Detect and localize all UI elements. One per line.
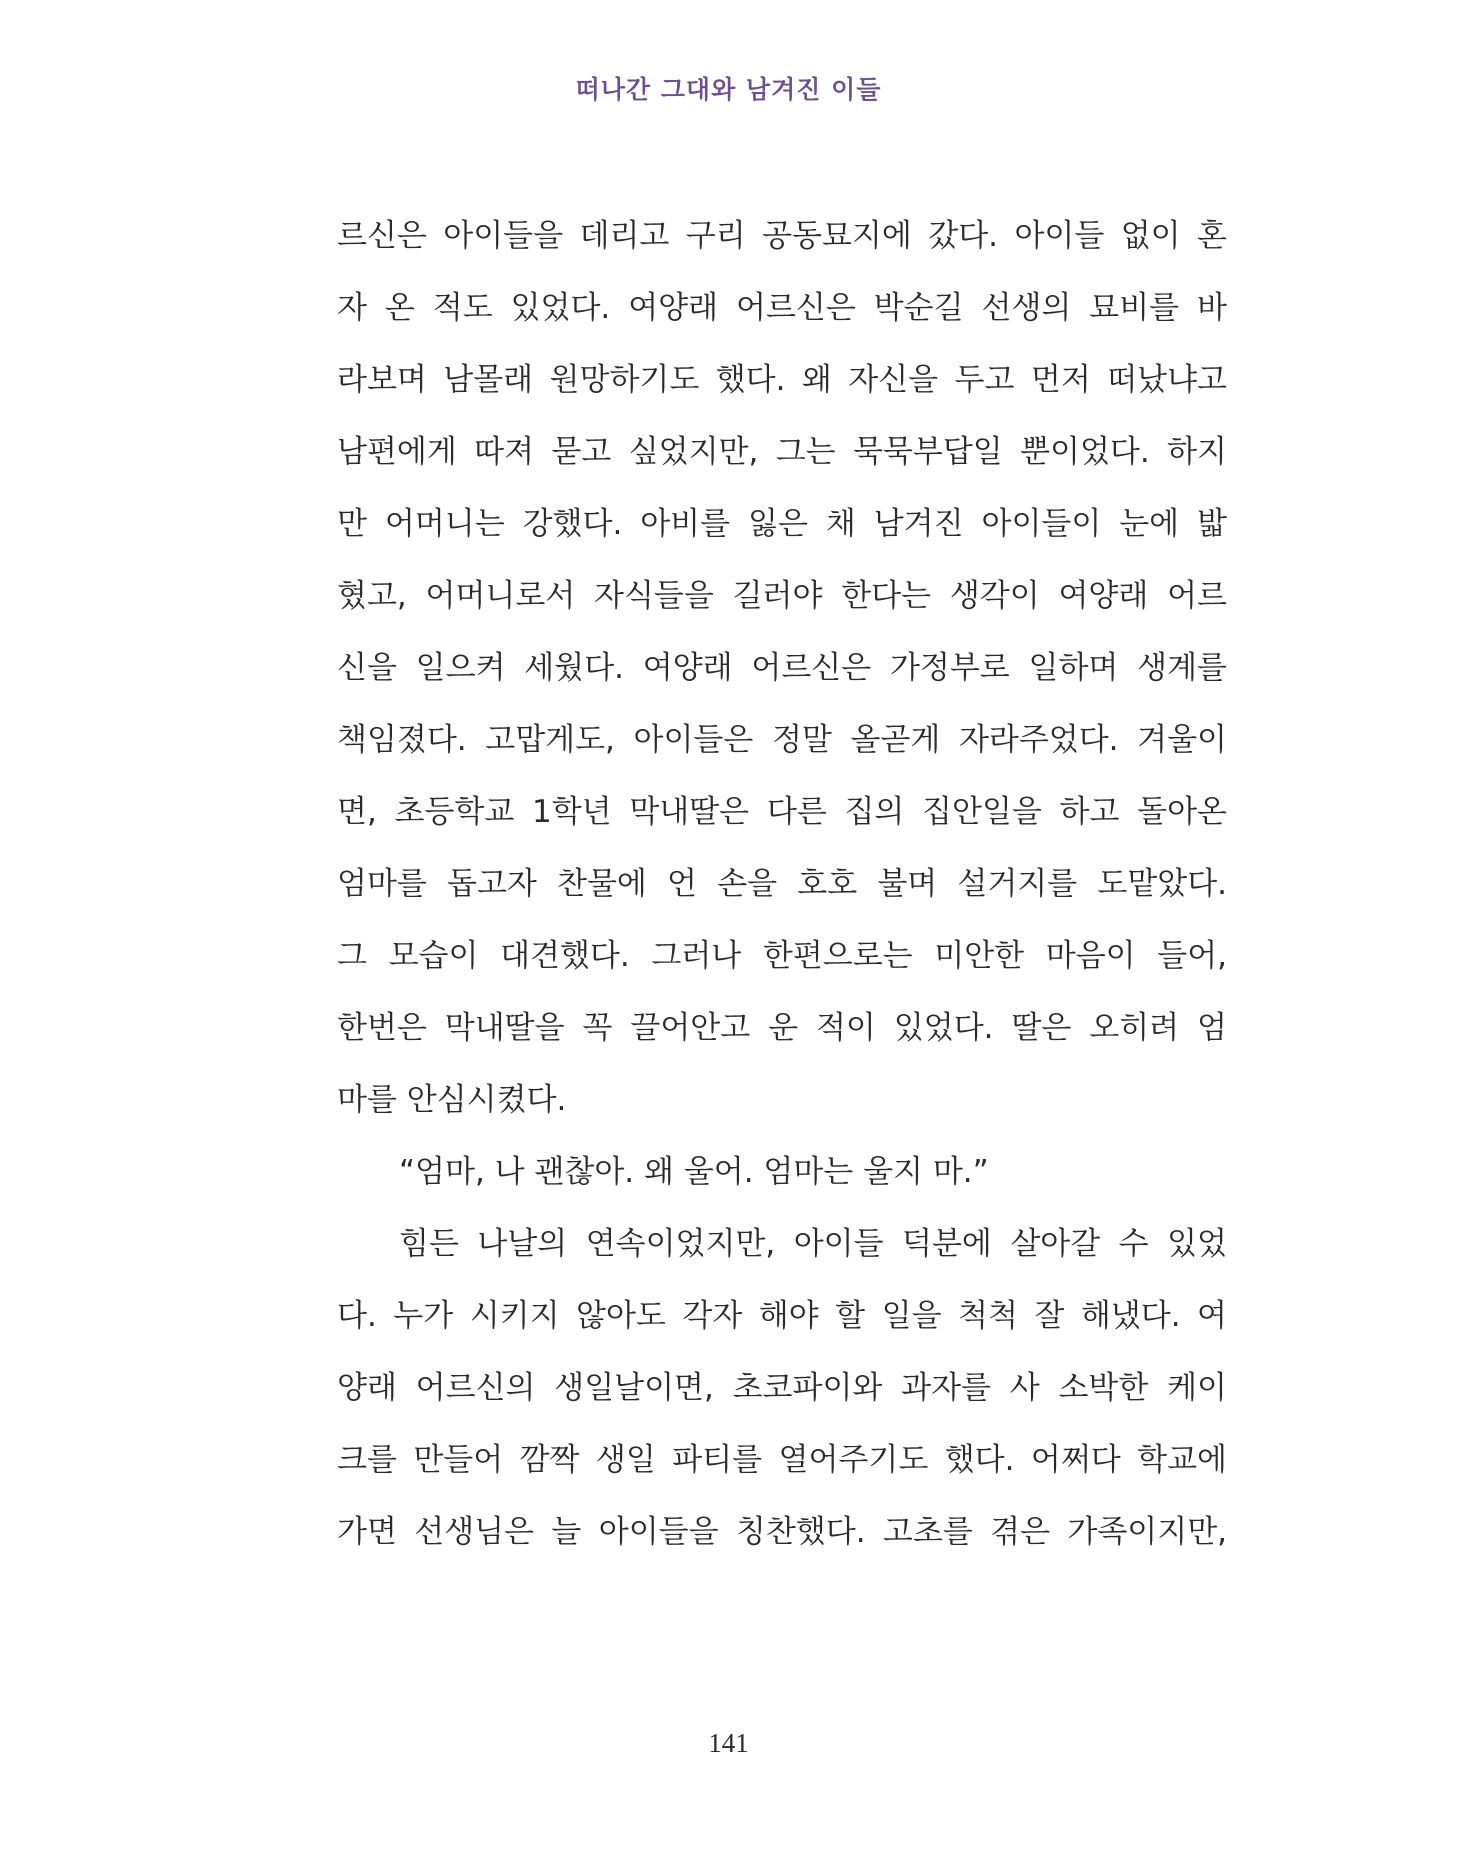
- text-line: 남편에게 따져 묻고 싶었지만, 그는 묵묵부답일 뿐이었다. 하지: [337, 434, 1227, 470]
- text-line: 신을 일으켜 세웠다. 여양래 어르신은 가정부로 일하며 생계를: [337, 650, 1227, 686]
- running-header: 떠나간 그대와 남겨진 이들: [575, 75, 882, 104]
- text-line: 다. 누가 시키지 않아도 각자 해야 할 일을 척척 잘 해냈다. 여: [337, 1298, 1227, 1334]
- text-line: 혔고, 어머니로서 자식들을 길러야 한다는 생각이 여양래 어르: [337, 578, 1227, 614]
- text-line: 만 어머니는 강했다. 아비를 잃은 채 남겨진 아이들이 눈에 밟: [337, 506, 1227, 542]
- text-line: 크를 만들어 깜짝 생일 파티를 열어주기도 했다. 어쩌다 학교에: [337, 1442, 1227, 1478]
- page-number: 141: [708, 1728, 749, 1758]
- text-line: 면, 초등학교 1학년 막내딸은 다른 집의 집안일을 하고 돌아온: [337, 794, 1227, 830]
- text-line: 자 온 적도 있었다. 여양래 어르신은 박순길 선생의 묘비를 바: [337, 290, 1227, 326]
- text-line: 한번은 막내딸을 꼭 끌어안고 운 적이 있었다. 딸은 오히려 엄: [337, 1010, 1227, 1046]
- text-line: 힘든 나날의 연속이었지만, 아이들 덕분에 살아갈 수 있었: [399, 1226, 1227, 1262]
- text-line: 가면 선생님은 늘 아이들을 칭찬했다. 고초를 겪은 가족이지만,: [337, 1514, 1227, 1550]
- text-line: 마를 안심시켰다.: [337, 1082, 567, 1118]
- text-line: 라보며 남몰래 원망하기도 했다. 왜 자신을 두고 먼저 떠났냐고: [337, 362, 1227, 398]
- text-line: 르신은 아이들을 데리고 구리 공동묘지에 갔다. 아이들 없이 혼: [337, 218, 1227, 254]
- quote-line: “엄마, 나 괜찮아. 왜 울어. 엄마는 울지 마.”: [399, 1154, 989, 1190]
- text-line: 그 모습이 대견했다. 그러나 한편으로는 미안한 마음이 들어,: [337, 938, 1227, 974]
- body-text: [337, 200, 1227, 1568]
- text-line: 양래 어르신의 생일날이면, 초코파이와 과자를 사 소박한 케이: [337, 1370, 1227, 1406]
- text-line: 엄마를 돕고자 찬물에 언 손을 호호 불며 설거지를 도맡았다.: [337, 866, 1227, 902]
- text-line: 책임졌다. 고맙게도, 아이들은 정말 올곧게 자라주었다. 겨울이: [337, 722, 1227, 758]
